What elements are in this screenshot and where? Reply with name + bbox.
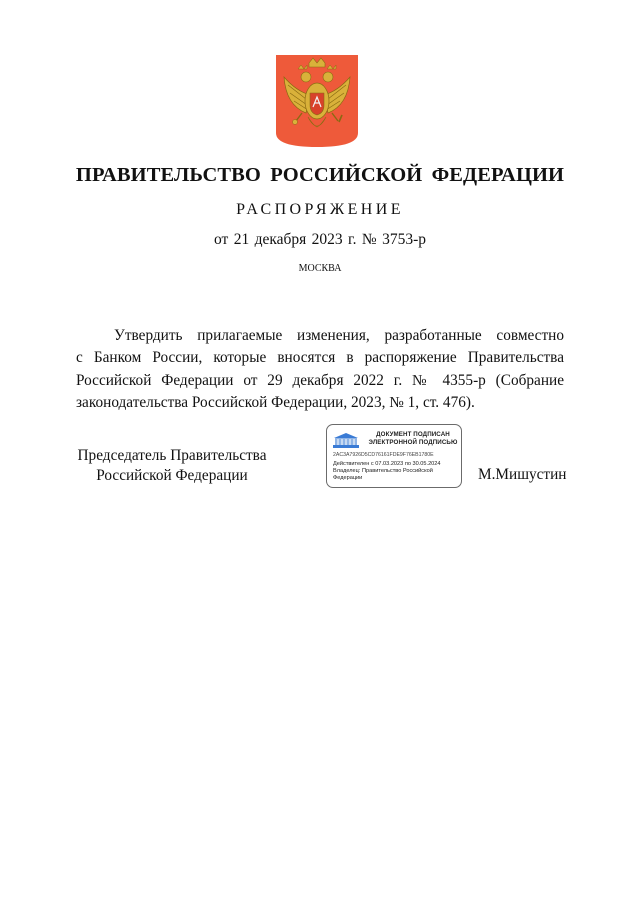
electronic-signature-stamp [326,424,462,488]
stamp-title-line: ДОКУМЕНТ ПОДПИСАН [376,431,450,438]
order-body [76,325,564,414]
government-building-icon [333,432,359,448]
coat-of-arms-icon [276,55,358,147]
stamp-title-line: ЭЛЕКТРОННОЙ ПОДПИСЬЮ [368,439,458,446]
document-city: МОСКВА [298,263,342,274]
signatory-position-line: Председатель Правительства [77,447,267,464]
body-line: Утвердить прилагаемые изменения, разработанные совместно [114,327,564,344]
certificate-serial: 2AC3A7926D5CD76161FDE9F76EB1780E [333,452,434,458]
certificate-validity: Действителен с 07.03.2023 по 30.05.2024 [333,461,441,467]
body-line: законодательства Российской Федерации, 2023, № 1, ст. 476). [76,393,475,411]
signatory-name: М.Мишустин [478,466,567,483]
document-type: РАСПОРЯЖЕНИЕ [236,201,404,218]
signatory-position [64,446,280,486]
signatory-position-line: Российской Федерации [96,467,248,484]
stamp-title [365,431,461,447]
document-date-number: от 21 декабря 2023 г. № 3753-р [214,231,426,248]
body-line: Российской Федерации от 29 декабря 2022 г. № 4355-р (Собрание [76,371,564,389]
certificate-owner: Владелец: Правительство Российской Федерации [333,468,433,481]
organization-title: ПРАВИТЕЛЬСТВО РОССИЙСКОЙ ФЕДЕРАЦИИ [75,164,565,186]
body-line: с Банком России, которые вносятся в распоряжение Правительства [76,349,564,367]
